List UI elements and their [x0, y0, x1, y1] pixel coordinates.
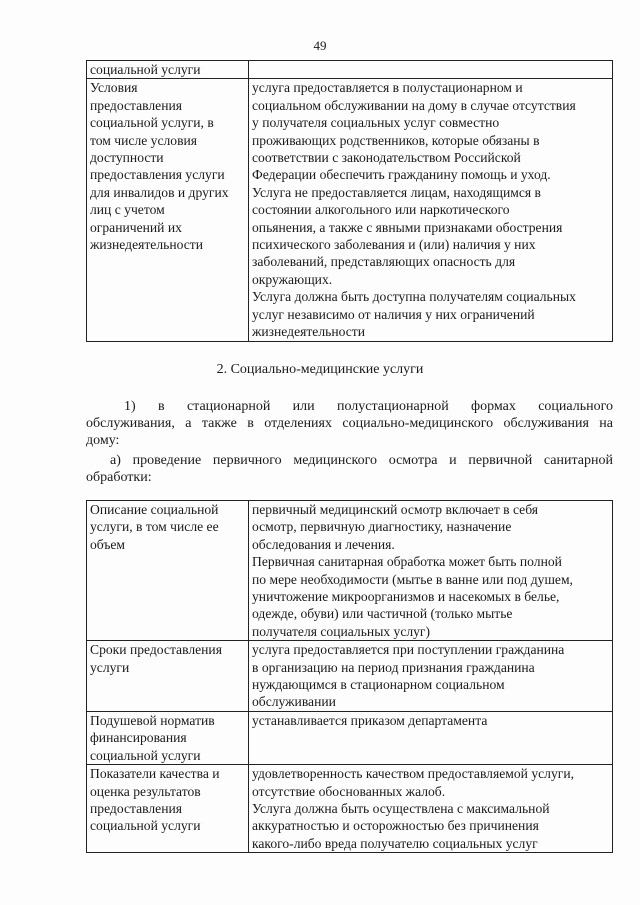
cell-line: психического заболевания и (или) наличия у них	[252, 237, 536, 253]
cell-line: социальном обслуживании на дому в случае отсутствия	[252, 97, 576, 113]
section-heading: 2. Социально-медицинские услуги	[216, 362, 424, 377]
cell-line: отсутствие обоснованных жалоб.	[252, 783, 446, 799]
cell-line: оценка результатов	[90, 783, 201, 799]
table-cell-text	[249, 765, 613, 853]
cell-line: обслуживании	[252, 694, 336, 710]
cell-line: услуга предоставляется при поступлении гражданина	[252, 642, 565, 658]
cell-line: соответствии с законодательством Российской	[252, 150, 521, 166]
table-row	[87, 641, 613, 712]
cell-line: объем	[90, 536, 126, 552]
cell-line: предоставления услуги	[90, 167, 225, 183]
cell-line: получателя социальных услуг)	[252, 623, 431, 639]
services-table-continued	[86, 60, 613, 342]
cell-line: предоставления	[90, 800, 183, 816]
cell-line: окружающих.	[252, 271, 333, 287]
cell-line: аккуратностью и осторожностью без причинения	[252, 818, 539, 834]
paragraph-line: а) проведение первичного медицинского осмотра и первичной санитарной	[110, 453, 613, 468]
cell-line: услуги, в том числе ее	[90, 519, 219, 535]
cell-line: проживающих родственников, которые обязаны в	[252, 132, 540, 148]
cell-line: Услуга не предоставляется лицам, находящимся в	[252, 184, 541, 200]
cell-line: услуги	[90, 659, 130, 675]
table-cell-text	[249, 641, 613, 712]
cell-line: социальной услуги	[90, 62, 201, 77]
cell-line: первичный медицинский осмотр включает в себя	[252, 502, 539, 517]
paragraph-line: обработки:	[86, 470, 152, 486]
cell-line: Сроки предоставления	[90, 642, 222, 658]
cell-line: социальной услуги	[90, 818, 201, 834]
cell-line: Первичная санитарная обработка может быть полной	[252, 554, 562, 570]
cell-line: Условия	[90, 80, 138, 96]
cell-line: нуждающимся в стационарном социальном	[252, 677, 505, 693]
services-table	[86, 500, 613, 853]
paragraph-service	[86, 452, 613, 486]
cell-line: Федерации обеспечить гражданину помощь и уход.	[252, 167, 551, 183]
cell-line: у получателя социальных услуг совместно	[252, 115, 500, 131]
paragraph-forms	[86, 398, 613, 450]
cell-line: устанавливается приказом департамента	[252, 712, 488, 728]
table-cell-label	[87, 61, 249, 79]
cell-line: финансирования	[90, 730, 187, 746]
table-cell-label	[87, 501, 249, 641]
cell-line: осмотр, первичную диагностику, назначение	[252, 519, 512, 535]
cell-line: по мере необходимости (мытье в ванне или под душем,	[252, 571, 573, 587]
cell-line: Показатели качества и	[90, 766, 220, 782]
cell-line: доступности	[90, 150, 164, 166]
cell-line: социальной услуги, в	[90, 115, 214, 131]
cell-line: Услуга должна быть осуществлена с максимальной	[252, 800, 550, 816]
table-cell-label	[87, 711, 249, 764]
cell-line: жизнедеятельности	[90, 237, 203, 253]
table-cell-text	[249, 711, 613, 764]
cell-line: услуг независимо от наличия у них ограничений	[252, 306, 535, 322]
cell-line: для инвалидов и других	[90, 184, 229, 200]
cell-line: социальной услуги	[90, 747, 201, 763]
cell-line: ограничений их	[90, 219, 182, 235]
cell-line: удовлетворенность качеством предоставляемой услуги,	[252, 766, 574, 782]
cell-line: состоянии алкогольного или наркотического	[252, 202, 510, 218]
cell-line: опьянения, а также с явными признаками обострения	[252, 219, 563, 235]
table-row	[87, 79, 613, 341]
cell-line: одежде, обуви) или частичной (только мытье	[252, 606, 513, 622]
cell-line: том числе условия	[90, 132, 198, 148]
table-row	[87, 711, 613, 764]
table-cell-text	[249, 501, 613, 641]
cell-line: лиц с учетом	[90, 202, 165, 218]
table-cell-label	[87, 641, 249, 712]
page-number: 49	[313, 38, 327, 53]
paragraph-line: 1) в стационарной или полустационарной формах социального	[124, 399, 613, 414]
cell-line: Подушевой норматив	[90, 712, 215, 728]
table-cell-label	[87, 765, 249, 853]
table-cell-label	[87, 79, 249, 341]
table-row	[87, 765, 613, 853]
table-row	[87, 61, 613, 79]
cell-line: уничтожение микроорганизмов и насекомых в белье,	[252, 589, 560, 605]
table-cell-text	[249, 61, 613, 79]
cell-line: какого-либо вреда получателю социальных услуг	[252, 835, 538, 851]
paragraph-line: обслуживания, а также в отделениях социально-медицинского обслуживания на	[86, 416, 613, 432]
cell-line: жизнедеятельности	[252, 324, 365, 340]
cell-line: в организацию на период признания гражданина	[252, 659, 535, 675]
cell-line: заболеваний, представляющих опасность для	[252, 254, 516, 270]
table-cell-text	[249, 79, 613, 341]
cell-line: обследования и лечения.	[252, 536, 395, 552]
cell-line: Описание социальной	[90, 502, 219, 517]
paragraph-line: дому:	[86, 433, 120, 449]
cell-line: предоставления	[90, 97, 183, 113]
table-row	[87, 501, 613, 641]
cell-line: Услуга должна быть доступна получателям социальных	[252, 289, 576, 305]
cell-line: услуга предоставляется в полустационарном и	[252, 80, 523, 96]
